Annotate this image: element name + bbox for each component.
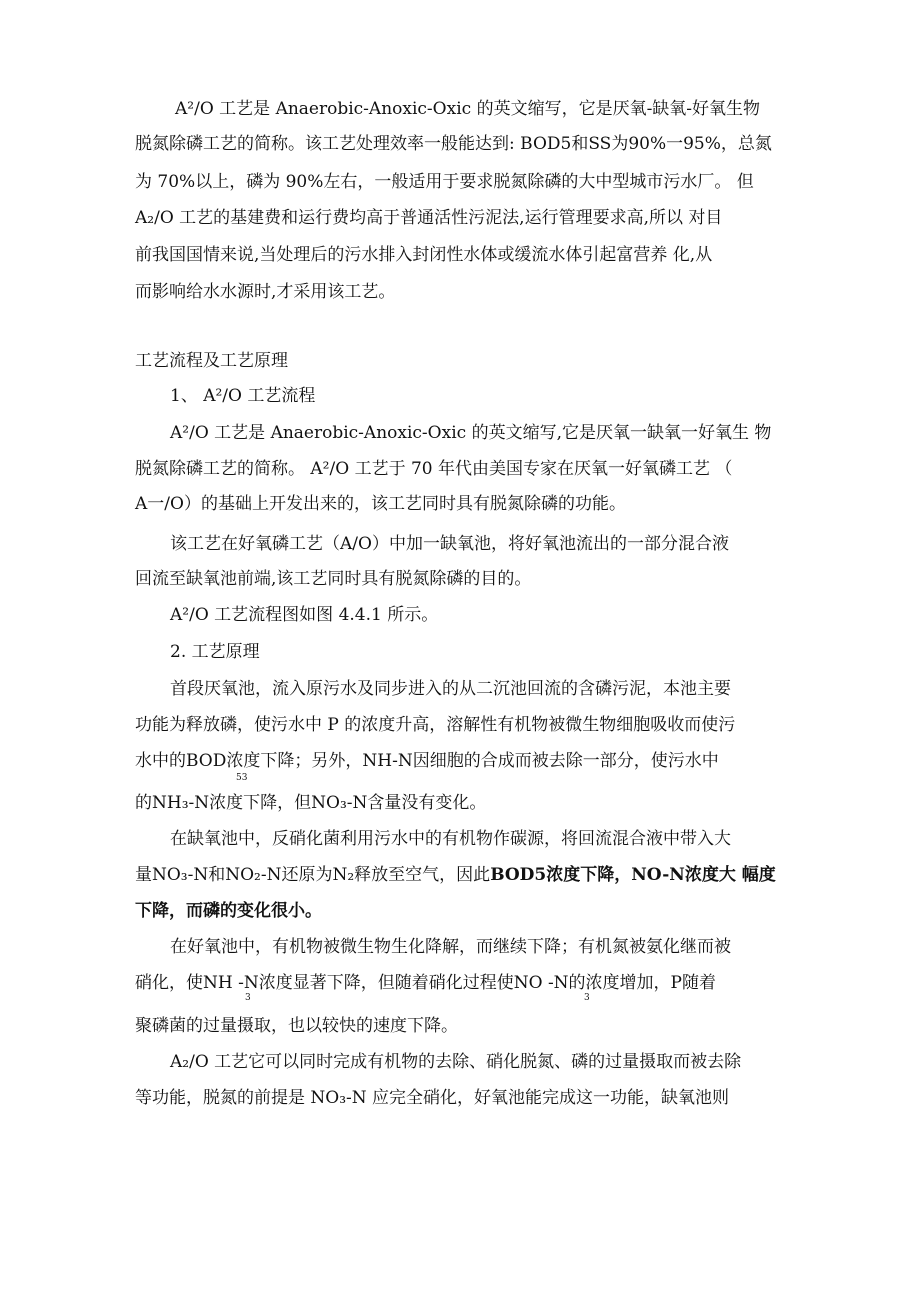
paragraph-line: 脱氮除磷工艺的简称。该工艺处理效率一般能达到: BOD5和SS为90%一95%，总氮 [135, 134, 772, 154]
subscript-mark: 53 [236, 773, 248, 783]
heading-2: 2. 工艺原理 [170, 642, 260, 662]
paragraph-line: 在缺氧池中，反硝化菌利用污水中的有机物作碳源，将回流混合液中带入大 [170, 829, 731, 849]
paragraph-line: 为 70%以上，磷为 90%左右，一般适用于要求脱氮除磷的大中型城市污水厂。 但 [135, 172, 754, 192]
paragraph-line: 回流至缺氧池前端,该工艺同时具有脱氮除磷的目的。 [135, 569, 532, 589]
paragraph-line: 水中的BOD浓度下降；另外，NH-N因细胞的合成而被去除一部分，使污水中 [135, 751, 719, 771]
paragraph-line: 该工艺在好氧磷工艺（A/O）中加一缺氧池，将好氧池流出的一部分混合液 [170, 534, 729, 554]
paragraph-line: A₂/O 工艺的基建费和运行费均高于普通活性污泥法,运行管理要求高,所以 对目 [135, 208, 723, 228]
paragraph-line: 首段厌氧池，流入原污水及同步进入的从二沉池回流的含磷污泥，本池主要 [170, 679, 731, 699]
paragraph-line: A一/O）的基础上开发出来的，该工艺同时具有脱氮除磷的功能。 [135, 494, 626, 514]
paragraph-line: 的NH₃-N浓度下降，但NO₃-N含量没有变化。 [135, 793, 487, 813]
paragraph-line: 前我国国情来说,当处理后的污水排入封闭性水体或缓流水体引起富营养 化,从 [135, 245, 713, 265]
paragraph-line: 在好氧池中，有机物被微生物生化降解，而继续下降；有机氮被氨化继而被 [170, 937, 731, 957]
paragraph-line: 功能为释放磷，使污水中 P 的浓度升高，溶解性有机物被微生物细胞吸收而使污 [135, 715, 736, 735]
paragraph-line: 聚磷菌的过量摄取，也以较快的速度下降。 [135, 1016, 458, 1036]
paragraph-line: A²/O 工艺流程图如图 4.4.1 所示。 [170, 605, 439, 625]
subscript-mark: 3 [584, 993, 590, 1003]
paragraph-line: A₂/O 工艺它可以同时完成有机物的去除、硝化脱氮、磷的过量摄取而被去除 [170, 1052, 742, 1072]
subscript-mark: 3 [245, 993, 251, 1003]
paragraph-line: 硝化，使NH -N浓度显著下降，但随着硝化过程使NO -N的浓度增加，P随着 [135, 973, 716, 993]
paragraph-text: 量NO₃-N和NO₂-N还原为N₂释放至空气，因此 [135, 865, 491, 885]
section-title: 工艺流程及工艺原理 [135, 351, 288, 371]
paragraph-line: 等功能，脱氮的前提是 NO₃-N 应完全硝化，好氧池能完成这一功能，缺氧池则 [135, 1088, 730, 1108]
paragraph-line [135, 867, 776, 884]
paragraph-line: 脱氮除磷工艺的简称。 A²/O 工艺于 70 年代由美国专家在厌氧一好氧磷工艺 （ [135, 459, 733, 479]
paragraph-line: A²/O 工艺是 Anaerobic-Anoxic-Oxic 的英文缩写,它是厌氧一缺氧一好氧生 物 [170, 423, 772, 443]
heading-1: 1、 A²/O 工艺流程 [170, 386, 316, 406]
bold-line: 下降，而磷的变化很小。 [135, 901, 322, 921]
paragraph-line: A²/O 工艺是 Anaerobic-Anoxic-Oxic 的英文缩写，它是厌氧-缺氧-好氧生物 [175, 99, 761, 119]
paragraph-line: 而影响给水水源时,才采用该工艺。 [135, 282, 396, 302]
bold-text: BOD5浓度下降，NO-N浓度大 幅度 [490, 865, 776, 885]
